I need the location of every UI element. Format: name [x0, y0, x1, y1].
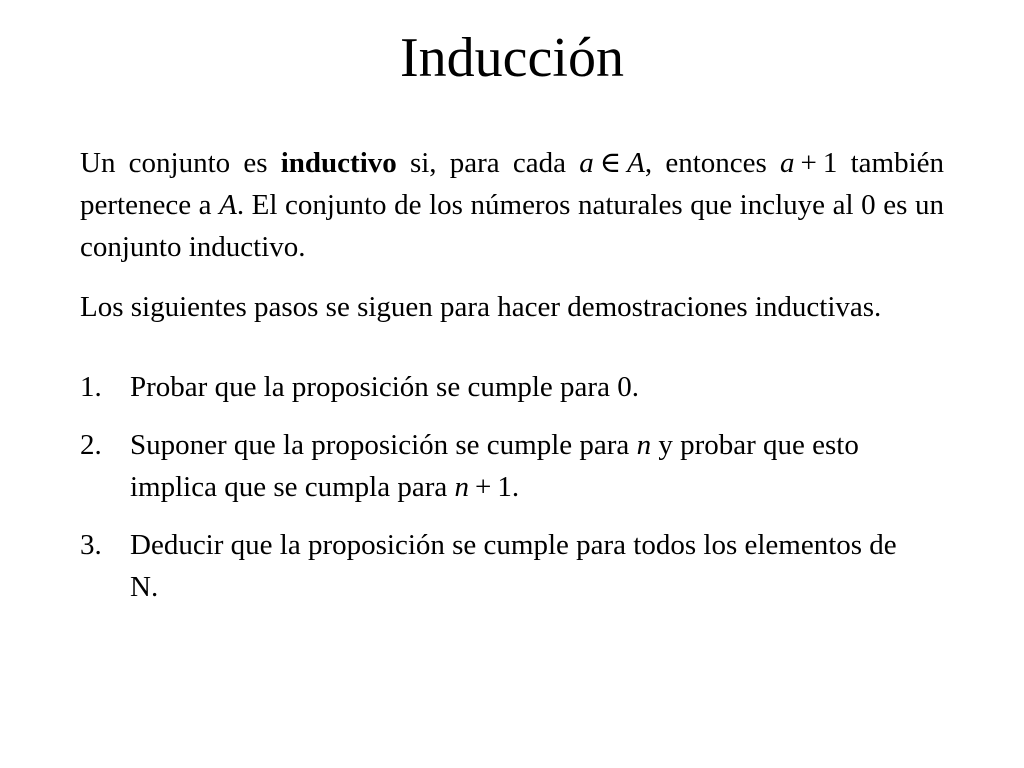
math-variable: n	[454, 471, 470, 503]
step-number: 1.	[80, 371, 102, 403]
step-text: Probar que la proposición se cumple para 0.	[130, 371, 639, 403]
list-item	[80, 524, 944, 608]
text-segment: . El conjunto de los números naturales que incluye al 0 es un conjunto inductivo.	[80, 189, 944, 263]
steps-list	[80, 366, 944, 608]
math-variable: a	[780, 147, 795, 179]
text-segment: Suponer que la proposición se cumple para	[130, 429, 637, 461]
text-segment: y probar que esto implica que se cumpla para	[130, 429, 859, 503]
text-segment: 1 también pertenece a	[80, 147, 944, 221]
text-segment: , entonces	[644, 147, 781, 179]
slide-title: Inducción	[400, 27, 624, 89]
math-variable: a	[579, 147, 594, 179]
text-segment: 1.	[497, 471, 520, 503]
text-segment: Un conjunto es	[80, 147, 281, 179]
step-number: 2.	[80, 429, 102, 461]
math-variable: n	[636, 429, 652, 461]
list-item	[80, 366, 944, 408]
text-segment: si, para cada	[396, 147, 580, 179]
step-text	[130, 424, 930, 508]
bold-term: inductivo	[280, 147, 397, 179]
intro-paragraph: Los siguientes pasos se siguen para hacer demostraciones inductivas.	[80, 291, 882, 323]
math-variable: A	[219, 189, 237, 221]
plus-symbol: +	[800, 147, 817, 179]
step-number: 3.	[80, 529, 102, 561]
element-of-symbol: ∈	[599, 147, 622, 179]
definition-paragraph	[80, 142, 944, 268]
math-variable: A	[627, 147, 645, 179]
plus-symbol: +	[475, 471, 492, 503]
slide-body	[80, 142, 944, 624]
list-item	[80, 424, 944, 508]
step-text: Deducir que la proposición se cumple para todos los elementos de N.	[130, 529, 897, 603]
